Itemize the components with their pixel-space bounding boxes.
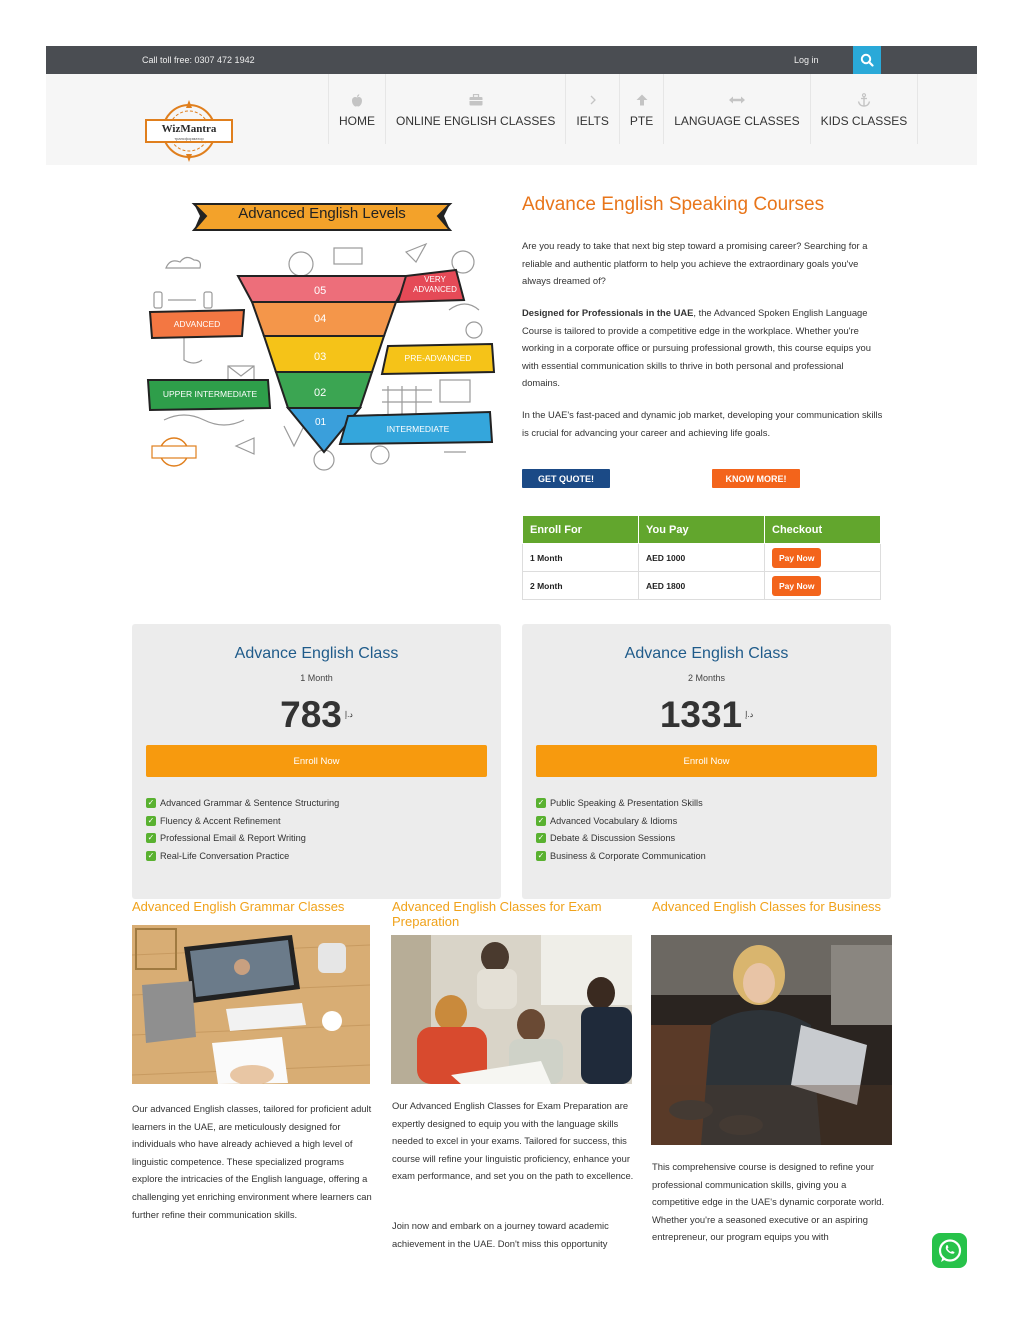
feature-text: Business & Corporate Communication: [550, 850, 706, 861]
card-duration: 2 Months: [687, 673, 726, 683]
level-label: INTERMEDIATE: [386, 424, 450, 434]
feature-text: Real-Life Conversation Practice: [160, 850, 290, 861]
pricing-table: [522, 515, 881, 600]
list-item: [146, 847, 339, 865]
checkmark-icon: ✓: [147, 833, 155, 843]
arrows-horizontal-icon: [729, 90, 745, 110]
top-bar: [46, 46, 977, 74]
list-item: [536, 812, 706, 830]
login-link[interactable]: Log in: [794, 55, 819, 65]
feature-text: Advanced Grammar & Sentence Structuring: [160, 797, 340, 808]
level-number: 02: [314, 387, 327, 399]
enroll-now-button[interactable]: Enroll Now: [536, 745, 877, 777]
card-duration: 1 Month: [300, 673, 333, 683]
list-item: [146, 812, 339, 830]
pricing-card-2-months: [522, 624, 891, 899]
professionals-heading: Designed for Professionals in the UAE: [522, 307, 694, 318]
nav-kids-classes[interactable]: [811, 74, 919, 144]
nav-pte[interactable]: [620, 74, 664, 144]
feature-list: [146, 794, 339, 865]
business-classes-photo: [651, 935, 892, 1145]
currency-symbol: د.إ: [344, 710, 353, 719]
exam-preparation-text: Our Advanced English Classes for Exam Preparation are expertly designed to equip you with the language skills needed to excel in your exams. Tailored for success, this course will refine your linguistic proficiency, enhance your exam performance, and set you on the path to excellence.: [392, 1100, 634, 1182]
chevron-right-icon: [589, 90, 597, 110]
arrow-up-icon: [636, 90, 648, 110]
nav-label: IELTS: [576, 114, 609, 128]
list-item: [536, 794, 706, 812]
phone-number: Call toll free: 0307 472 1942: [142, 55, 255, 65]
feature-text: Public Speaking & Presentation Skills: [550, 797, 703, 808]
enroll-period: 1 Month: [523, 544, 639, 572]
checkmark-icon: ✓: [537, 850, 545, 860]
pay-now-button[interactable]: Pay Now: [772, 576, 821, 596]
nav-home[interactable]: [328, 74, 386, 144]
business-classes-title[interactable]: Advanced English Classes for Business: [652, 899, 882, 914]
whatsapp-icon: [937, 1238, 963, 1264]
level-label: PRE-ADVANCED: [404, 353, 472, 363]
checkmark-icon: ✓: [537, 833, 545, 843]
exam-preparation-title[interactable]: Advanced English Classes for Exam Preparation: [392, 899, 602, 929]
feature-list: [536, 794, 706, 865]
checkmark-icon: ✓: [537, 815, 545, 825]
grammar-classes-text: Our advanced English classes, tailored for proficient adult learners in the UAE, are meticulously designed for individuals who have already achieved a high level of linguistic competence. These specialized programs explore the intricacies of the English language, offering a challenging yet enriching environment where learners can further refine their communication skills.: [132, 1103, 372, 1220]
briefcase-icon: [469, 90, 483, 110]
english-levels-infographic: [144, 190, 500, 480]
nav-online-english-classes[interactable]: [386, 74, 566, 144]
nav-label: LANGUAGE CLASSES: [674, 114, 800, 128]
table-row: [523, 572, 881, 600]
logo-tagline: трансформатор: [174, 136, 204, 141]
apple-icon: [351, 90, 363, 110]
level-label: ADVANCED: [173, 319, 221, 329]
pay-amount: AED 1000: [639, 544, 765, 572]
feature-text: Advanced Vocabulary & Idioms: [550, 815, 678, 826]
page-title: Advance English Speaking Courses: [522, 194, 825, 215]
nav-label: HOME: [339, 114, 375, 128]
level-number: 05: [314, 285, 327, 297]
nav-language-classes[interactable]: [664, 74, 810, 144]
column-header: You Pay: [639, 516, 765, 544]
feature-text: Fluency & Accent Refinement: [160, 815, 281, 826]
business-classes-text: This comprehensive course is designed to refine your professional communication skills, giving you a competitive edge in the UAE's dynamic corporate world. Whether you're a seasoned executive or an aspiring entrepreneur, our program equips you with: [652, 1161, 885, 1243]
grammar-classes-title[interactable]: Advanced English Grammar Classes: [132, 899, 345, 914]
column-header: Enroll For: [523, 516, 639, 544]
get-quote-button[interactable]: GET QUOTE!: [522, 469, 610, 488]
level-label: UPPER INTERMEDIATE: [162, 389, 258, 399]
pay-amount: AED 1800: [639, 572, 765, 600]
site-header: [46, 74, 977, 165]
search-icon: [860, 53, 874, 67]
nav-ielts[interactable]: [566, 74, 619, 144]
level-number: 04: [314, 313, 327, 325]
enroll-now-button[interactable]: Enroll Now: [146, 745, 487, 777]
enroll-period: 2 Month: [523, 572, 639, 600]
professionals-paragraph: [522, 304, 884, 392]
currency-symbol: د.إ: [745, 710, 754, 719]
checkmark-icon: ✓: [537, 797, 545, 807]
nav-label: KIDS CLASSES: [820, 114, 908, 128]
intro-paragraph: Are you ready to take that next big step toward a promising career? Searching for a reliable and authentic platform to help you achieve the extraordinary goals you've always dreamed of?: [522, 240, 868, 287]
level-number: 03: [314, 351, 327, 363]
grammar-classes-photo: [132, 925, 370, 1084]
nav-label: ONLINE ENGLISH CLASSES: [396, 114, 556, 128]
list-item: [536, 829, 706, 847]
exam-preparation-photo: [391, 935, 632, 1084]
main-nav: [328, 74, 918, 144]
professionals-text: , the Advanced Spoken English Language Course is tailored to provide a competitive edge in the workplace. Whether you're working in a corporate office or pursuing professional growth, this course equips you with essential communication skills to thrive in both personal and professional domains.: [522, 307, 871, 389]
exam-preparation-text-2: Join now and embark on a journey toward academic achievement in the UAE. Don't miss this opportunity: [392, 1220, 609, 1249]
column-header: Checkout: [765, 516, 881, 544]
pricing-card-1-month: [132, 624, 501, 899]
infographic-banner: Advanced English Levels: [238, 205, 406, 222]
know-more-button[interactable]: KNOW MORE!: [712, 469, 800, 488]
uae-market-paragraph: In the UAE's fast-paced and dynamic job market, developing your communication skills is crucial for advancing your career and achieving life goals.: [522, 409, 883, 438]
list-item: [146, 829, 339, 847]
anchor-icon: [857, 90, 871, 110]
price-value: 1331: [659, 694, 743, 735]
feature-text: Professional Email & Report Writing: [160, 833, 306, 844]
checkmark-icon: ✓: [147, 797, 155, 807]
card-price: [522, 694, 891, 736]
table-header-row: [523, 516, 881, 544]
level-number: 01: [315, 417, 327, 428]
checkmark-icon: ✓: [147, 815, 155, 825]
checkmark-icon: ✓: [147, 850, 155, 860]
pay-now-button[interactable]: Pay Now: [772, 548, 821, 568]
feature-text: Debate & Discussion Sessions: [550, 833, 676, 844]
list-item: [146, 794, 339, 812]
card-price: [132, 694, 501, 736]
card-title: Advance English Class: [624, 645, 789, 662]
nav-label: PTE: [629, 114, 654, 128]
search-button[interactable]: [853, 46, 881, 74]
level-label: VERY ADVANCED: [413, 275, 457, 294]
site-logo[interactable]: [142, 98, 236, 164]
whatsapp-button[interactable]: [932, 1233, 967, 1268]
price-value: 783: [280, 694, 342, 735]
logo-name: WizMantra: [161, 123, 217, 135]
list-item: [536, 847, 706, 865]
table-row: [523, 544, 881, 572]
card-title: Advance English Class: [234, 645, 399, 662]
